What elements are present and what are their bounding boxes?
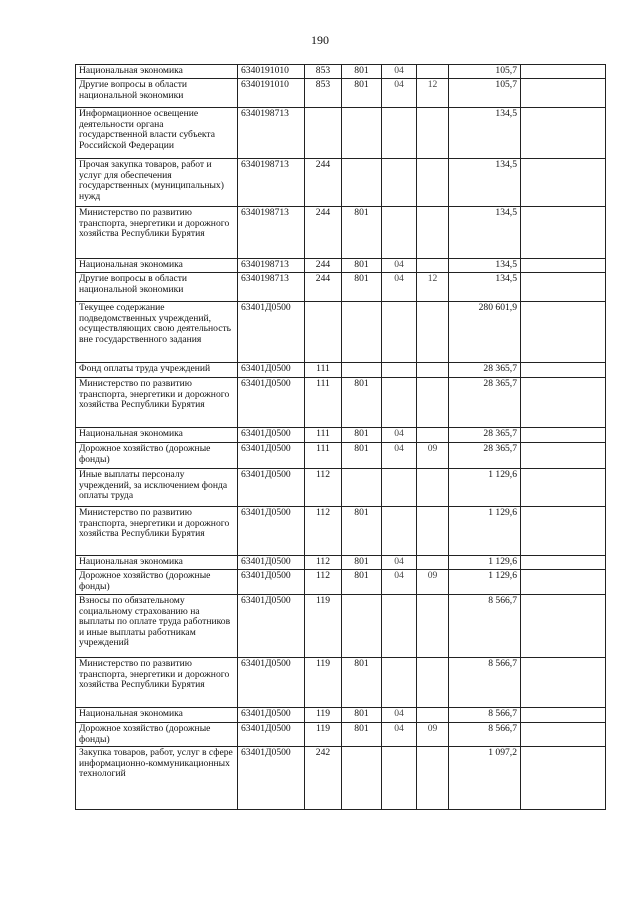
table-row: [76, 207, 606, 259]
target-code-cell: 6340198713: [238, 259, 305, 273]
ministry-code-cell: [342, 302, 382, 363]
empty-cell: [521, 259, 606, 273]
amount-cell: 1 129,6: [449, 469, 521, 507]
row-name-cell: Иные выплаты персоналу учреждений, за исключением фонда оплаты труда: [76, 469, 238, 507]
amount-cell: 28 365,7: [449, 428, 521, 443]
subsection-cell: [417, 595, 449, 658]
amount-cell: 8 566,7: [449, 658, 521, 708]
table-row: [76, 708, 606, 723]
expense-type-cell: 853: [305, 79, 342, 108]
subsection-cell: 09: [417, 723, 449, 747]
row-name-cell: Министерство по развитию транспорта, энергетики и дорожного хозяйства Республики Бурятия: [76, 378, 238, 428]
amount-cell: 28 365,7: [449, 363, 521, 378]
section-cell: [382, 747, 417, 810]
expense-type-cell: 111: [305, 443, 342, 469]
row-name-cell: Национальная экономика: [76, 259, 238, 273]
target-code-cell: 63401Д0500: [238, 595, 305, 658]
empty-cell: [521, 273, 606, 302]
expense-type-cell: [305, 108, 342, 159]
section-cell: [382, 378, 417, 428]
table-row: [76, 595, 606, 658]
empty-cell: [521, 595, 606, 658]
table-body: [76, 65, 606, 810]
empty-cell: [521, 159, 606, 207]
ministry-code-cell: [342, 108, 382, 159]
expense-type-cell: 119: [305, 708, 342, 723]
subsection-cell: [417, 65, 449, 79]
expense-type-cell: 112: [305, 556, 342, 570]
table-row: [76, 302, 606, 363]
row-name-cell: Информационное освещение деятельности органа государственной власти субъекта Российской Федерации: [76, 108, 238, 159]
empty-cell: [521, 658, 606, 708]
target-code-cell: 6340198713: [238, 108, 305, 159]
section-cell: [382, 108, 417, 159]
target-code-cell: 63401Д0500: [238, 723, 305, 747]
ministry-code-cell: [342, 363, 382, 378]
empty-cell: [521, 507, 606, 556]
empty-cell: [521, 302, 606, 363]
target-code-cell: 6340198713: [238, 273, 305, 302]
ministry-code-cell: 801: [342, 378, 382, 428]
empty-cell: [521, 708, 606, 723]
amount-cell: 1 129,6: [449, 570, 521, 595]
row-name-cell: Взносы по обязательному социальному страхованию на выплаты по оплате труда работников и иные выплаты работникам учреждений: [76, 595, 238, 658]
table-row: [76, 65, 606, 79]
target-code-cell: 63401Д0500: [238, 556, 305, 570]
target-code-cell: 63401Д0500: [238, 507, 305, 556]
section-cell: 04: [382, 708, 417, 723]
section-cell: [382, 658, 417, 708]
ministry-code-cell: [342, 469, 382, 507]
row-name-cell: Дорожное хозяйство (дорожные фонды): [76, 443, 238, 469]
row-name-cell: Прочая закупка товаров, работ и услуг для обеспечения государственных (муниципальных) нужд: [76, 159, 238, 207]
empty-cell: [521, 79, 606, 108]
ministry-code-cell: [342, 159, 382, 207]
target-code-cell: 6340198713: [238, 207, 305, 259]
table-row: [76, 378, 606, 428]
expense-type-cell: 111: [305, 378, 342, 428]
ministry-code-cell: 801: [342, 65, 382, 79]
subsection-cell: [417, 747, 449, 810]
ministry-code-cell: 801: [342, 556, 382, 570]
ministry-code-cell: 801: [342, 428, 382, 443]
table-row: [76, 363, 606, 378]
row-name-cell: Дорожное хозяйство (дорожные фонды): [76, 723, 238, 747]
target-code-cell: 63401Д0500: [238, 302, 305, 363]
section-cell: [382, 363, 417, 378]
row-name-cell: Закупка товаров, работ, услуг в сфере информационно-коммуникационных технологий: [76, 747, 238, 810]
expense-type-cell: 112: [305, 469, 342, 507]
subsection-cell: [417, 302, 449, 363]
table-row: [76, 443, 606, 469]
subsection-cell: [417, 658, 449, 708]
expense-type-cell: 119: [305, 595, 342, 658]
subsection-cell: 09: [417, 443, 449, 469]
expense-type-cell: 119: [305, 658, 342, 708]
section-cell: [382, 595, 417, 658]
budget-table: [75, 64, 606, 810]
section-cell: 04: [382, 443, 417, 469]
row-name-cell: Национальная экономика: [76, 708, 238, 723]
amount-cell: 134,5: [449, 207, 521, 259]
amount-cell: 1 129,6: [449, 556, 521, 570]
target-code-cell: 6340191010: [238, 79, 305, 108]
subsection-cell: [417, 159, 449, 207]
table-row: [76, 556, 606, 570]
row-name-cell: Другие вопросы в области национальной экономики: [76, 273, 238, 302]
expense-type-cell: 119: [305, 723, 342, 747]
section-cell: 04: [382, 723, 417, 747]
expense-type-cell: 112: [305, 507, 342, 556]
amount-cell: 8 566,7: [449, 708, 521, 723]
page-number: 190: [311, 33, 329, 47]
table-row: [76, 273, 606, 302]
table-row: [76, 108, 606, 159]
empty-cell: [521, 747, 606, 810]
expense-type-cell: [305, 302, 342, 363]
amount-cell: 28 365,7: [449, 378, 521, 428]
section-cell: 04: [382, 65, 417, 79]
expense-type-cell: 111: [305, 428, 342, 443]
table-row: [76, 747, 606, 810]
row-name-cell: Министерство по развитию транспорта, энергетики и дорожного хозяйства Республики Бурятия: [76, 507, 238, 556]
empty-cell: [521, 570, 606, 595]
empty-cell: [521, 65, 606, 79]
table-row: [76, 658, 606, 708]
expense-type-cell: 112: [305, 570, 342, 595]
target-code-cell: 6340198713: [238, 159, 305, 207]
row-name-cell: Национальная экономика: [76, 556, 238, 570]
section-cell: 04: [382, 428, 417, 443]
empty-cell: [521, 207, 606, 259]
subsection-cell: [417, 708, 449, 723]
ministry-code-cell: [342, 595, 382, 658]
ministry-code-cell: 801: [342, 207, 382, 259]
subsection-cell: [417, 469, 449, 507]
section-cell: [382, 207, 417, 259]
ministry-code-cell: 801: [342, 507, 382, 556]
target-code-cell: 6340191010: [238, 65, 305, 79]
ministry-code-cell: 801: [342, 723, 382, 747]
subsection-cell: [417, 556, 449, 570]
subsection-cell: [417, 207, 449, 259]
empty-cell: [521, 443, 606, 469]
target-code-cell: 63401Д0500: [238, 378, 305, 428]
expense-type-cell: 242: [305, 747, 342, 810]
amount-cell: 105,7: [449, 79, 521, 108]
table-row: [76, 469, 606, 507]
section-cell: [382, 159, 417, 207]
subsection-cell: [417, 507, 449, 556]
section-cell: 04: [382, 79, 417, 108]
amount-cell: 28 365,7: [449, 443, 521, 469]
table-row: [76, 723, 606, 747]
amount-cell: 8 566,7: [449, 595, 521, 658]
empty-cell: [521, 363, 606, 378]
amount-cell: 8 566,7: [449, 723, 521, 747]
table-row: [76, 159, 606, 207]
ministry-code-cell: 801: [342, 570, 382, 595]
target-code-cell: 63401Д0500: [238, 363, 305, 378]
row-name-cell: Министерство по развитию транспорта, энергетики и дорожного хозяйства Республики Бурятия: [76, 658, 238, 708]
table-row: [76, 570, 606, 595]
ministry-code-cell: 801: [342, 79, 382, 108]
expense-type-cell: 244: [305, 259, 342, 273]
target-code-cell: 63401Д0500: [238, 469, 305, 507]
ministry-code-cell: 801: [342, 259, 382, 273]
section-cell: 04: [382, 273, 417, 302]
amount-cell: 134,5: [449, 159, 521, 207]
target-code-cell: 63401Д0500: [238, 708, 305, 723]
empty-cell: [521, 108, 606, 159]
ministry-code-cell: 801: [342, 273, 382, 302]
row-name-cell: Национальная экономика: [76, 65, 238, 79]
subsection-cell: 09: [417, 570, 449, 595]
subsection-cell: [417, 363, 449, 378]
table-row: [76, 428, 606, 443]
ministry-code-cell: 801: [342, 658, 382, 708]
target-code-cell: 63401Д0500: [238, 747, 305, 810]
expense-type-cell: 244: [305, 207, 342, 259]
section-cell: [382, 507, 417, 556]
target-code-cell: 63401Д0500: [238, 570, 305, 595]
expense-type-cell: 111: [305, 363, 342, 378]
row-name-cell: Дорожное хозяйство (дорожные фонды): [76, 570, 238, 595]
expense-type-cell: 853: [305, 65, 342, 79]
row-name-cell: Министерство по развитию транспорта, энергетики и дорожного хозяйства Республики Бурятия: [76, 207, 238, 259]
subsection-cell: [417, 378, 449, 428]
target-code-cell: 63401Д0500: [238, 658, 305, 708]
subsection-cell: [417, 259, 449, 273]
subsection-cell: 12: [417, 79, 449, 108]
subsection-cell: [417, 108, 449, 159]
expense-type-cell: 244: [305, 273, 342, 302]
empty-cell: [521, 723, 606, 747]
subsection-cell: 12: [417, 273, 449, 302]
ministry-code-cell: 801: [342, 443, 382, 469]
amount-cell: 134,5: [449, 108, 521, 159]
empty-cell: [521, 428, 606, 443]
subsection-cell: [417, 428, 449, 443]
row-name-cell: Национальная экономика: [76, 428, 238, 443]
section-cell: [382, 302, 417, 363]
row-name-cell: Фонд оплаты труда учреждений: [76, 363, 238, 378]
table-row: [76, 259, 606, 273]
ministry-code-cell: [342, 747, 382, 810]
amount-cell: 1 129,6: [449, 507, 521, 556]
amount-cell: 280 601,9: [449, 302, 521, 363]
amount-cell: 134,5: [449, 259, 521, 273]
row-name-cell: Другие вопросы в области национальной экономики: [76, 79, 238, 108]
row-name-cell: Текущее содержание подведомственных учреждений, осуществляющих свою деятельность вне государственного задания: [76, 302, 238, 363]
amount-cell: 1 097,2: [449, 747, 521, 810]
ministry-code-cell: 801: [342, 708, 382, 723]
section-cell: 04: [382, 259, 417, 273]
target-code-cell: 63401Д0500: [238, 443, 305, 469]
table-row: [76, 507, 606, 556]
target-code-cell: 63401Д0500: [238, 428, 305, 443]
empty-cell: [521, 556, 606, 570]
expense-type-cell: 244: [305, 159, 342, 207]
section-cell: 04: [382, 556, 417, 570]
empty-cell: [521, 469, 606, 507]
amount-cell: 105,7: [449, 65, 521, 79]
amount-cell: 134,5: [449, 273, 521, 302]
section-cell: 04: [382, 570, 417, 595]
table-row: [76, 79, 606, 108]
section-cell: [382, 469, 417, 507]
empty-cell: [521, 378, 606, 428]
